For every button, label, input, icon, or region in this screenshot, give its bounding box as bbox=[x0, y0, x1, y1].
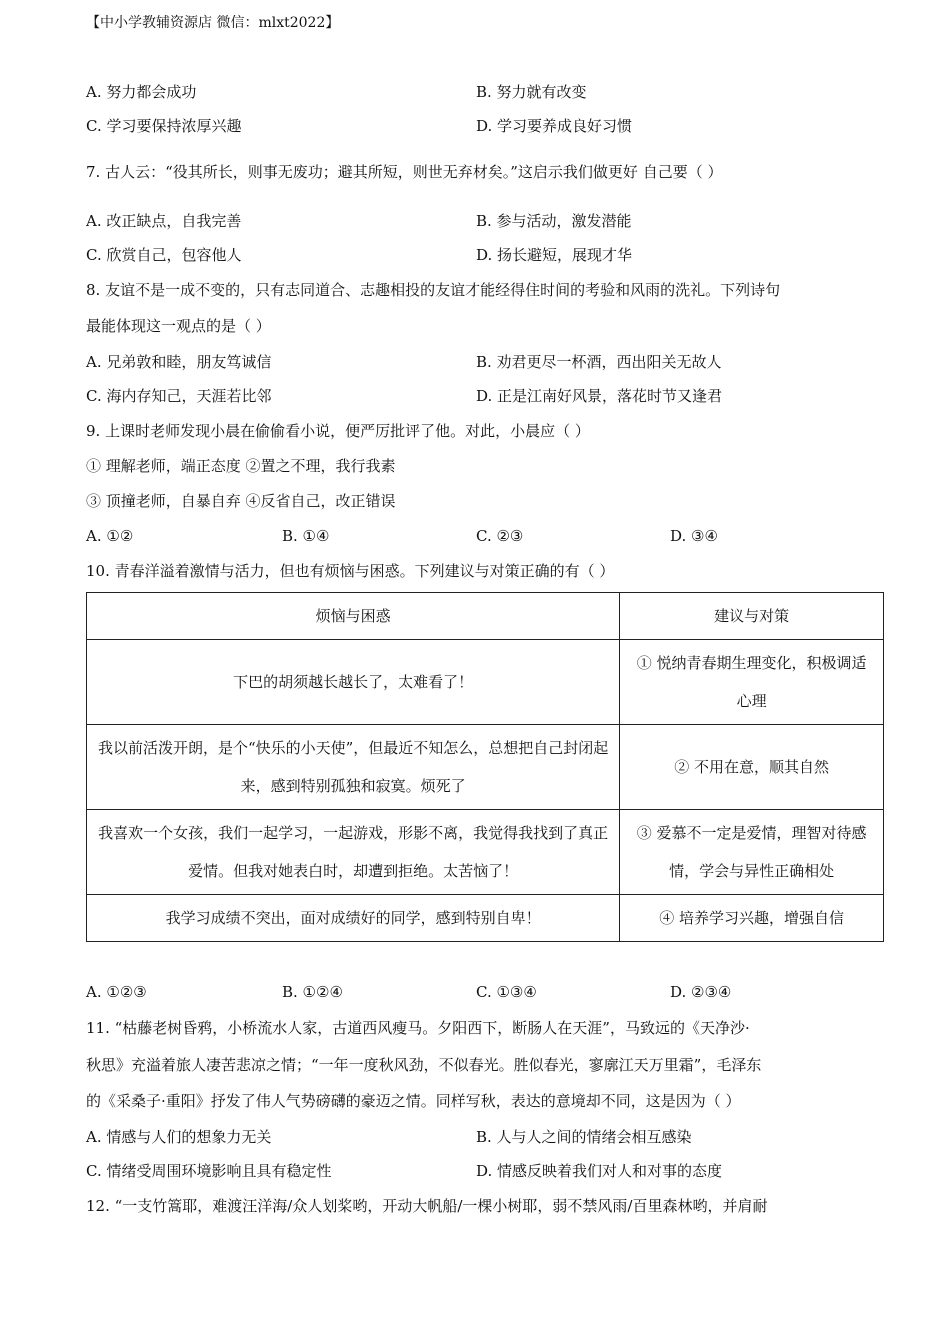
q9-option-a: A. ①② bbox=[86, 527, 134, 545]
table-header-troubles: 烦恼与困惑 bbox=[87, 593, 620, 640]
table-header-advice: 建议与对策 bbox=[620, 593, 884, 640]
table-cell-advice: ④ 培养学习兴趣，增强自信 bbox=[620, 895, 884, 942]
q9-option-b: B. ①④ bbox=[282, 527, 330, 545]
q6-option-a: A. 努力都会成功 bbox=[86, 83, 197, 101]
table-cell-advice: ③ 爱慕不一定是爱情，理智对待感情，学会与异性正确相处 bbox=[620, 810, 884, 895]
q7-option-d: D. 扬长避短，展现才华 bbox=[476, 246, 633, 264]
q10-option-b: B. ①②④ bbox=[282, 983, 343, 1001]
table-header-row bbox=[87, 593, 884, 640]
q7-stem: 7. 古人云：“役其所长，则事无废功；避其所短，则世无弃材矣。”这启示我们做更好 自己要（ ） bbox=[86, 163, 723, 181]
table-row bbox=[87, 725, 884, 810]
q10-option-d: D. ②③④ bbox=[670, 983, 732, 1001]
q8-stem-line2: 最能体现这一观点的是（ ） bbox=[86, 317, 271, 335]
page-header: 【中小学教辅资源店 微信：mlxt2022】 bbox=[86, 15, 340, 31]
q9-statements-2: ③ 顶撞老师，自暴自弃 ④反省自己，改正错误 bbox=[86, 492, 396, 510]
table-row bbox=[87, 810, 884, 895]
q7-option-c: C. 欣赏自己，包容他人 bbox=[86, 246, 242, 264]
q8-option-d: D. 正是江南好风景，落花时节又逢君 bbox=[476, 387, 723, 405]
q11-stem-line3: 的《采桑子·重阳》抒发了伟人气势磅礴的豪迈之情。同样写秋，表达的意境却不同，这是因为（ ） bbox=[86, 1092, 741, 1110]
q9-option-c: C. ②③ bbox=[476, 527, 524, 545]
q11-option-a: A. 情感与人们的想象力无关 bbox=[86, 1128, 272, 1146]
q11-stem-line1: 11. “枯藤老树昏鸦，小桥流水人家，古道西风瘦马。夕阳西下，断肠人在天涯”，马致远的《天净沙· bbox=[86, 1019, 750, 1037]
q9-statements-1: ① 理解老师，端正态度 ②置之不理，我行我素 bbox=[86, 457, 396, 475]
q10-option-c: C. ①③④ bbox=[476, 983, 537, 1001]
q11-stem-line2: 秋思》充溢着旅人凄苦悲凉之情；“一年一度秋风劲，不似春光。胜似春光，寥廓江天万里霜”，毛泽东 bbox=[86, 1056, 762, 1074]
q8-stem-line1: 8. 友谊不是一成不变的，只有志同道合、志趣相投的友谊才能经得住时间的考验和风雨的洗礼。下列诗句 bbox=[86, 281, 781, 299]
q9-stem: 9. 上课时老师发现小晨在偷偷看小说，便严厉批评了他。对此，小晨应（ ） bbox=[86, 422, 590, 440]
q10-stem: 10. 青春洋溢着激情与活力，但也有烦恼与困惑。下列建议与对策正确的有（ ） bbox=[86, 562, 615, 580]
q6-option-d: D. 学习要养成良好习惯 bbox=[476, 117, 633, 135]
q9-option-d: D. ③④ bbox=[670, 527, 718, 545]
table-cell-trouble: 我学习成绩不突出，面对成绩好的同学，感到特别自卑！ bbox=[87, 895, 620, 942]
q8-option-a: A. 兄弟敦和睦，朋友笃诚信 bbox=[86, 353, 272, 371]
table-cell-trouble: 我以前活泼开朗，是个“快乐的小天使”，但最近不知怎么，总想把自己封闭起来，感到特别孤独和寂寞。烦死了 bbox=[87, 725, 620, 810]
q10-option-a: A. ①②③ bbox=[86, 983, 147, 1001]
table-cell-trouble: 我喜欢一个女孩，我们一起学习，一起游戏，形影不离，我觉得我找到了真正 爱情。但我对她表白时，却遭到拒绝。太苦恼了！ bbox=[87, 810, 620, 895]
q7-option-b: B. 参与活动，激发潜能 bbox=[476, 212, 632, 230]
table-cell-trouble: 下巴的胡须越长越长了，太难看了！ bbox=[87, 640, 620, 725]
q11-option-b: B. 人与人之间的情绪会相互感染 bbox=[476, 1128, 692, 1146]
q12-stem-line1: 12. “一支竹篙耶，难渡汪洋海/众人划桨哟，开动大帆船/一棵小树耶，弱不禁风雨/百里森林哟，并肩耐 bbox=[86, 1197, 768, 1215]
q6-option-c: C. 学习要保持浓厚兴趣 bbox=[86, 117, 242, 135]
q11-option-c: C. 情绪受周围环境影响且具有稳定性 bbox=[86, 1162, 332, 1180]
table-row bbox=[87, 895, 884, 942]
q7-option-a: A. 改正缺点，自我完善 bbox=[86, 212, 242, 230]
q8-option-b: B. 劝君更尽一杯酒，西出阳关无故人 bbox=[476, 353, 722, 371]
q11-option-d: D. 情感反映着我们对人和对事的态度 bbox=[476, 1162, 723, 1180]
table-cell-advice: ① 悦纳青春期生理变化，积极调适心理 bbox=[620, 640, 884, 725]
q8-option-c: C. 海内存知己，天涯若比邻 bbox=[86, 387, 272, 405]
table-cell-advice: ② 不用在意，顺其自然 bbox=[620, 725, 884, 810]
q6-option-b: B. 努力就有改变 bbox=[476, 83, 587, 101]
q10-table bbox=[86, 592, 884, 942]
table-row bbox=[87, 640, 884, 725]
